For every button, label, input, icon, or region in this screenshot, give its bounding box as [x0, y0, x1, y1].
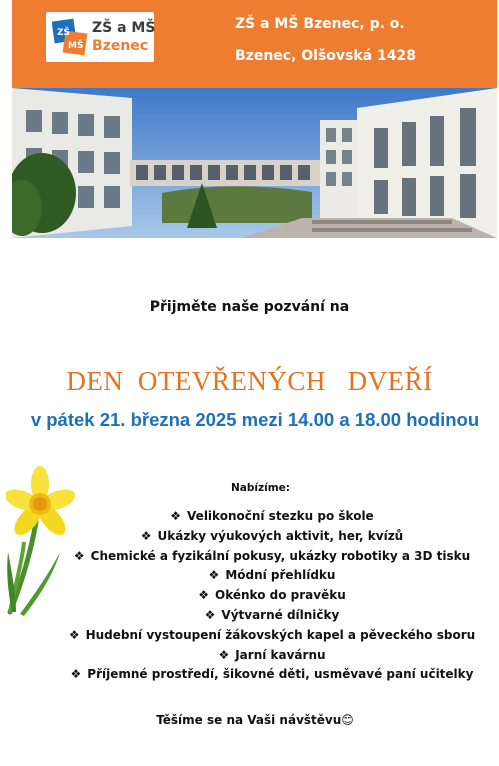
event-date: v pátek 21. března 2025 mezi 14.00 a 18.00 hodinou: [30, 409, 480, 430]
list-item: ❖ Hudební vystoupení žákovských kapel a pěveckého sboru: [0, 626, 499, 646]
list-item: ❖ Příjemné prostředí, šikovné děti, usměvavé paní učitelky: [0, 665, 499, 685]
diamond-bullet-icon: ❖: [140, 528, 152, 543]
school-building-photo: [12, 88, 497, 238]
diamond-bullet-icon: ❖: [208, 568, 220, 583]
header-banner: [12, 0, 497, 88]
list-item: ❖ Ukázky výukových aktivit, her, kvízů: [0, 527, 499, 547]
school-name: ZŠ a MŠ Bzenec, p. o.: [235, 16, 405, 32]
list-item: ❖ Jarní kavárnu: [0, 646, 499, 666]
list-item: ❖ Chemické a fyzikální pokusy, ukázky robotiky a 3D tisku: [0, 547, 499, 567]
event-title: DEN OTEVŘENÝCH DVEŘÍ: [66, 366, 433, 396]
offer-list: [0, 507, 499, 685]
diamond-bullet-icon: ❖: [70, 667, 82, 682]
diamond-bullet-icon: ❖: [198, 588, 210, 603]
diamond-bullet-icon: ❖: [204, 607, 216, 622]
list-item: ❖ Okénko do pravěku: [0, 586, 499, 606]
diamond-bullet-icon: ❖: [73, 548, 85, 563]
list-item: ❖ Výtvarné dílničky: [0, 606, 499, 626]
logo-text-line2: Bzenec: [92, 38, 149, 54]
offer-heading: Nabízíme:: [231, 482, 290, 494]
diamond-bullet-icon: ❖: [170, 509, 182, 523]
diamond-bullet-icon: ❖: [218, 647, 230, 662]
svg-text:ZŠ: ZŠ: [57, 28, 71, 38]
school-logo: [46, 12, 154, 62]
logo-mark-icon: [52, 18, 88, 56]
school-address: Bzenec, Olšovská 1428: [235, 48, 416, 64]
svg-text:MŠ: MŠ: [68, 41, 84, 51]
closing-message: Těšíme se na Vaši návštěvu😊: [156, 713, 354, 727]
list-item: ❖ Módní přehlídku: [0, 566, 499, 586]
diamond-bullet-icon: ❖: [68, 627, 80, 642]
list-item: ❖ Velikonoční stezku po škole: [0, 507, 499, 527]
logo-text-line1: ZŠ a MŠ: [92, 20, 156, 36]
invitation-intro: Přijměte naše pozvání na: [149, 299, 350, 315]
